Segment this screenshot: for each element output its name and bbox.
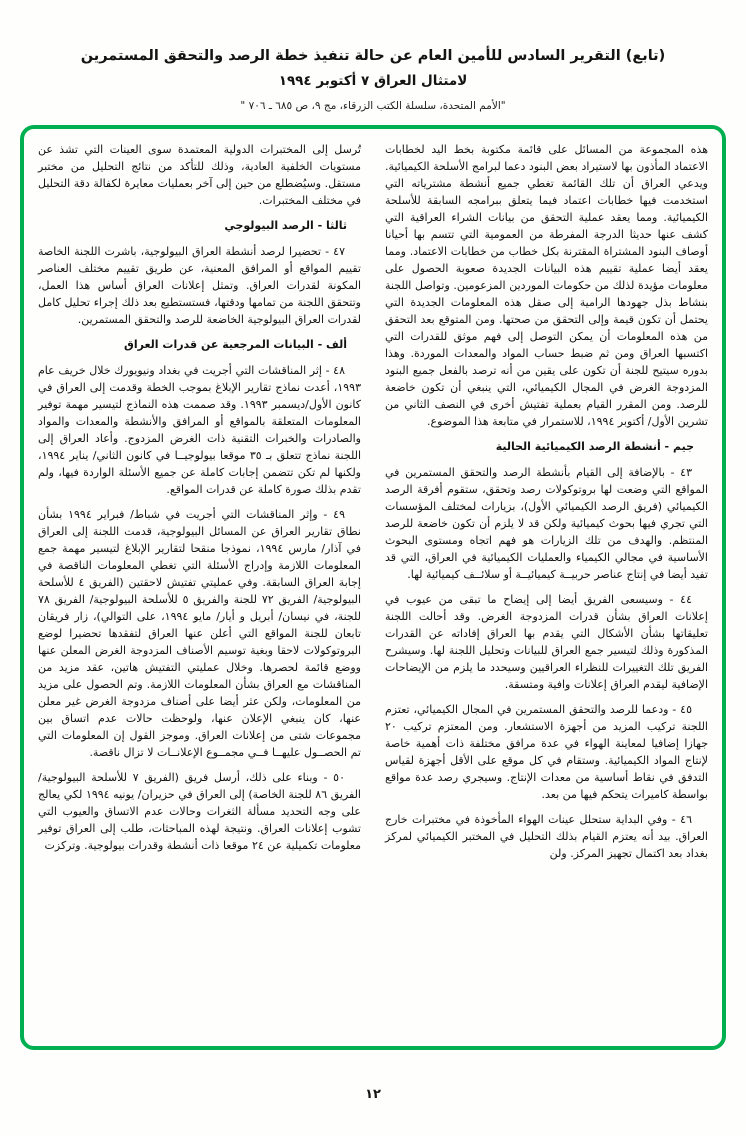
document-header xyxy=(0,48,746,112)
report-title-line1: (تابع) التقرير السادس للأمين العام عن حالة تنفيذ خطة الرصد والتحقق المستمرين xyxy=(80,48,666,64)
body-paragraph: ٤٦ - وفي البداية ستحلل عينات الهواء المأخوذة في مختبرات خارج العراق. بيد أنه يعتزم القيام بذلك التحليل في المختبر الكيميائي لمركز بغداد بعد اكتمال تجهيز المركز. ولن xyxy=(385,813,708,860)
right-column xyxy=(385,141,708,1036)
body-paragraph: ٤٧ - تحضيرا لرصد أنشطة العراق البيولوجية، باشرت اللجنة الخاصة تقييم المواقع أو المرافق المعنية، عن طريق تقييم مختلف العناصر المكونة لقدرات العراق. وتمثل إعلانات العراق أساس هذا العمل، وتتحقق اللجنة من تمامها ودقتها، فستستطيع بعد ذلك إجراء تحليل كامل لقدرات العراق البيولوجية الخاضعة للرصد والتحقق المستمرين. xyxy=(38,245,361,326)
page-number: ١٢ xyxy=(365,1087,381,1102)
section-heading: ألف - البيانات المرجعية عن قدرات العراق xyxy=(124,338,347,351)
body-paragraph: ٤٨ - إثر المناقشات التي أجريت في بغداد ونيويورك خلال خريف عام ١٩٩٣، أعدت نماذج تقارير الإبلاغ بموجب الخطة وقدمت إلى العراق في كانون الأول/ديسمبر ١٩٩٣. وقد صممت هذه النماذج لتيسير مهمة توفير المعلومات المتعلقة بالمواقع أو المرافق والأنشطة والمعدات والمواد والصادرات والخبرات التقنية ذات الغرض المزدوج. وأعاد العراق إلى اللجنة نماذج تتعلق بـ ٣٥ موقعا بيولوجيــا في كانون الثاني/ يناير ١٩٩٤، ولكنها لم تكن تتضمن إجابات كاملة عن جميع الأسئلة الواردة فيها، ولم تقدم بذلك صورة كاملة عن قدرات المواقع. xyxy=(38,364,361,496)
body-paragraph: ٤٣ - بالإضافة إلى القيام بأنشطة الرصد والتحقق المستمرين في المواقع التي وضعت لها بروتوكولات رصد وتحقق، ستقوم أفرقة الرصد الكيميائي (فريق الرصد الكيميائي الأول)، بزيارات لمختلف المؤسسات التي تجري فيها بحوث كيميائية ولكن قد لا يلزم أن تكون خاضعة للرصد المنتظم. والهدف من تلك الزيارات هو فهم اتجاه ومستوى البحوث الأساسية في مجالي الكيمياء والعمليات الكيميائية في العراق، التي قد تفيد أيضا في إنتاج عناصر حربيــة كيميائيــة أو سلائــف كيميائية لها. xyxy=(385,466,708,581)
body-paragraph: ٤٩ - وإثر المناقشات التي أجريت في شباط/ فبراير ١٩٩٤ بشأن نطاق تقارير العراق عن المسائل البيولوجية، قدمت اللجنة إلى العراق في آذار/ مارس ١٩٩٤، نموذجا منقحا لتقارير الإبلاغ لتيسير مهمة جمع المعلومات اللازمة وإدراج الأسئلة التي تغطي المعلومات الناقصة في إجابة العراق السابقة. وفي عمليتي تفتيش لاحقتين (الفريق ٤ للأسلحة البيولوجية/ الفريق ٧٢ للجنة والفريق ٥ للأسلحة البيولوجية/ الفريق ٧٨ للجنة، في نيسان/ أبريل و أيار/ مايو ١٩٩٤، على التوالي)، زار فريقان تابعان للجنة المواقع التي أعلن عنها العراق لتفقدها تحضيرا لوضع البروتوكولات لاحقا وبغية توسيم الأصناف المزدوجة الغرض المعلن عنها ووضع قائمة لحصرها. وخلال عمليتي التفتيش هاتين، عقد مزيد من المناقشات مع العراق بشأن المعلومات اللازمة. وتم الحصول على مزيد من المعلومات، ولكن عثر أيضا على أصناف مزدوجة الغرض غير معلن عنها، كان ينبغي الإعلان عنها، ولوحظت حالات عدم اتساق بين مجموعات شتى من إعلانات العراق. وموجز القول إن المعلومات التي تم الحصــول عليهــا فــي مجمــوع الإعلانــات لا تزال ناقصة. xyxy=(38,508,362,759)
body-paragraph: ٤٤ - وسيسعى الفريق أيضا إلى إيضاح ما تبقى من عيوب في إعلانات العراق بشأن قدرات المزدوجة الغرض. وقد أحالت اللجنة تعليقاتها بشأن الأشكال التي يقدم بها العراق إفاداته عن القدرات المذكورة وذلك لتيسير جمع العراق للبيانات وتحليل اللجنة لها. وسيشرح الفريق تلك التغييرات للنظراء العراقيين وسيحدد ما يلزم من الإيضاحات الإضافية ليقدم العراق إعلانات وافية ومتسقة. xyxy=(385,593,708,691)
body-paragraph: تُرسل إلى المختبرات الدولية المعتمدة سوى العينات التي تشذ عن مستويات الخلفية العادية، وذلك للتأكد من نتائج التحليل من مختبر مستقل. وسيُضطلع من حين إلى آخر بعمليات معايرة لكفالة دقة التحليل في مختلف المختبرات. xyxy=(38,143,361,207)
body-paragraph: ٥٠ - وبناء على ذلك، أرسل فريق (الفريق ٧ للأسلحة البيولوجية/ الفريق ٨٦ للجنة الخاصة) إلى العراق في حزيران/ يونيه ١٩٩٤ لكي يعالج على وجه التحديد مسألة الثغرات وحالات عدم الاتساق والعيوب التي تشوب إعلانات العراق. ونتيجة لهذه المباحثات، طلب إلى العراق توفير معلومات تكميلية عن ٢٤ موقعا ذات أنشطة وقدرات بيولوجية. وتركزت xyxy=(38,771,361,852)
two-column-layout xyxy=(38,141,708,1036)
body-paragraph: ٤٥ - ودعما للرصد والتحقق المستمرين في المجال الكيميائي، تعتزم اللجنة تركيب المزيد من أجهزة الاستشعار. ومن المعتزم تركيب ٢٠ جهازا إضافيا لمعاينة الهواء في عدة مرافق مختلفة ذات أهمية خاصة لإنتاج المواد الكيميائية. وستقام في كل موقع على الأقل أجهزة لقياس التدفق في نقاط أساسية من معدات الإنتاج. وسيجري رصد عدة مواقع بواسطة كاميرات يتحكم فيها من بعد. xyxy=(385,703,708,801)
body-paragraph: هذه المجموعة من المسائل على قائمة مكتوبة بخط اليد لخطابات الاعتماد المأذون بها لاستيراد بعض البنود دعما لبرامج الأسلحة الكيميائية. ويدعي العراق أن تلك القائمة تغطي جميع أنشطة مشترياته التي استخدمت فيها خطابات اعتماد فيما يتعلق ببرامجه السابقة للأسلحة الكيميائية. ومما يعقد عملية التحقق من بيانات الشراء العراقية التي كشف عنها حديثا الدرجة المفرطة من العمومية التي تتسم بها أحيانا أوصاف البنود المشتراة المقترنة بكل خطاب من خطابات الاعتماد. ومما يعقد أيضا عملية تقييم هذه البيانات الجديدة صعوبة الحصول على معلومات مؤيدة لذلك من حكومات الموردين المزعومين. وتواصل اللجنة بنشاط بذل جهودها الرامية إلى صقل هذه المعلومات الجديدة التي يحتمل أن تكون قيمة وإلى التحقق من صحتها. ومن المتوقع بعد التحقق من هذه المعلومات أن يمكن التوصل إلى فهم موثق للقدرات التي اكتسبها العراق ومن ثم ضبط حساب المواد والمعدات الموردة. وهذا بدوره سيتيح للجنة أن تكون على يقين من أنه ترصد بالفعل جميع البنود المزدوجة الغرض في المجال الكيميائي، التي ينبغي أن تكون خاضعة للرصد. ومن المقرر القيام بعملية تفتيش أخرى في النصف الثاني من تشرين الأول/ أكتوبر ١٩٩٤، للاستمرار في متابعة هذا الموضوع. xyxy=(385,143,708,428)
content-border xyxy=(20,125,726,1050)
section-heading: ثالثا - الرصد البيولوجي xyxy=(224,219,347,232)
left-column xyxy=(38,141,361,1036)
source-citation: "الأمم المتحدة، سلسلة الكتب الزرقاء، مج ٩، ص ٦٨٥ ـ ٧٠٦ " xyxy=(240,100,506,112)
section-heading: جيم - أنشطة الرصد الكيميائية الحالية xyxy=(495,440,694,453)
report-title-line2: لامتثال العراق ٧ أكتوبر ١٩٩٤ xyxy=(278,73,468,89)
